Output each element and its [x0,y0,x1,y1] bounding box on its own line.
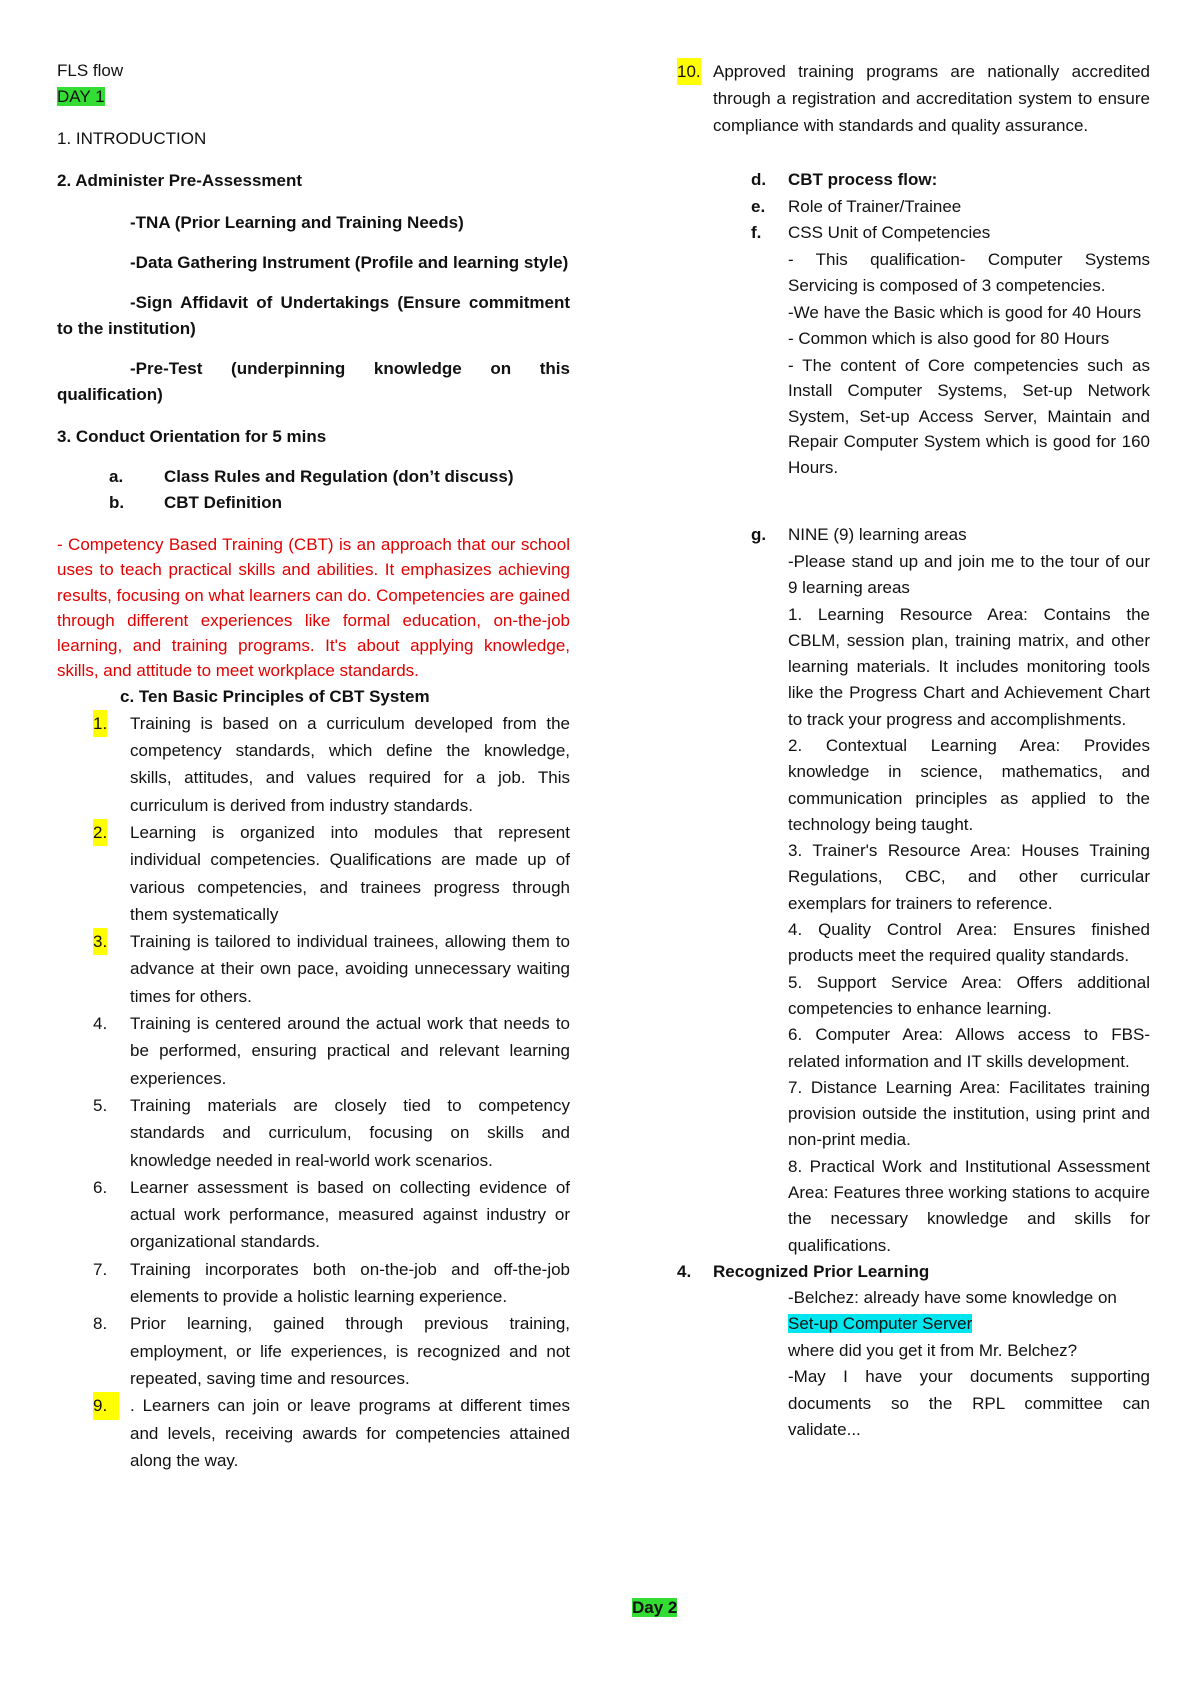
learning-area-item: 1. Learning Resource Area: Contains the CBLM, session plan, training matrix, and other learning materials. It includes monitoring tools like the Progress Chart and Achievement Chart to track your progress and accomplishments. [788,604,1150,729]
principle-item: 1. Training is based on a curriculum developed from the competency standards, which define the knowledge, skills, attitudes, and values required for a job. This curriculum is derived from industry standards. [57,710,570,819]
orientation-item-a: a. Class Rules and Regulation (don’t discuss) [109,467,514,486]
learning-areas-intro: -Please stand up and join me to the tour of our 9 learning areas [788,551,1150,597]
list-item-g: g. NINE (9) learning areas [751,525,967,544]
list-item-e: e. Role of Trainer/Trainee [751,196,962,216]
pre-assessment-heading: 2. Administer Pre-Assessment [57,171,303,190]
day1-label: DAY 1 [57,87,105,106]
learning-area-item: 8. Practical Work and Institutional Assessment Area: Features three working stations to acquire the necessary knowledge and skills for qualifications. [788,1156,1150,1255]
orientation-item-b: b. CBT Definition [109,493,283,512]
learning-area-item: 3. Trainer's Resource Area: Houses Training Regulations, CBC, and other curricular exemplars for trainers to reference. [788,841,1150,913]
pre-item-tna: -TNA (Prior Learning and Training Needs) [130,213,464,232]
principle-item: 7. Training incorporates both on-the-job and off-the-job elements to provide a holistic learning experience. [93,1259,570,1307]
principles-list [57,710,570,1474]
pre-item-pretest: -Pre-Test (underpinning knowledge on this qualification) [57,359,570,404]
doc-title: FLS flow [57,61,124,80]
orientation-heading: 3. Conduct Orientation for 5 mins [57,427,327,446]
principle-item: 4. Training is centered around the actual work that needs to be performed, ensuring practical and relevant learning experiences. [93,1014,570,1088]
principles-heading: c. Ten Basic Principles of CBT System [120,686,430,706]
competencies-line: - The content of Core competencies such as Install Computer Systems, Set-up Network System, Set-up Access Server, Maintain and Repair Computer System which is good for 160 Hours. [788,355,1150,477]
learning-area-item: 4. Quality Control Area: Ensures finished products meet the required quality standards. [788,920,1150,966]
competencies-line: -We have the Basic which is good for 40 Hours [788,302,1142,322]
learning-area-item: 2. Contextual Learning Area: Provides knowledge in science, mathematics, and communication principles as applied to the technology being taught. [788,735,1150,834]
principle-item: 8. Prior learning, gained through previous training, employment, or life experiences, is recognized and not repeated, saving time and resources. [93,1314,570,1388]
rpl-highlight-line [677,1311,1150,1338]
rpl-heading: 4. Recognized Prior Learning [677,1261,930,1281]
rpl-line-3: -May I have your documents supporting documents so the RPL committee can validate... [788,1367,1150,1439]
list-item-d: d. CBT process flow: [751,170,938,189]
learning-areas-list [677,602,1150,1259]
principle-item: 6. Learner assessment is based on collecting evidence of actual work performance, measured against industry or organizational standards. [93,1177,570,1252]
principle-item-10: 10. Approved training programs are nationally accredited through a registration and accreditation system to ensure compliance with standards and quality assurance. [677,58,1150,139]
intro-heading: 1. INTRODUCTION [57,129,207,148]
learning-area-item: 5. Support Service Area: Offers additional competencies to enhance learning. [788,972,1150,1018]
cbt-definition-text: - Competency Based Training (CBT) is an approach that our school uses to teach practical skills and abilities. It emphasizes achieving results, focusing on what learners can do. Competencies are gained through different experiences like formal education, on-the-job learning, and training programs. It's about applying knowledge, skills, and attitude to meet workplace standards. [57,535,570,681]
principle-item: 5. Training materials are closely tied to competency standards and curriculum, focusing on skills and knowledge needed in real-world work scenarios. [93,1095,570,1170]
rpl-highlight: Set-up Computer Server [788,1314,973,1334]
day2-label: Day 2 [632,1598,678,1617]
competencies-line: - This qualification- Computer Systems Servicing is composed of 3 competencies. [788,249,1150,295]
rpl-line-2: where did you get it from Mr. Belchez? [788,1340,1078,1360]
learning-area-item: 6. Computer Area: Allows access to FBS-related information and IT skills development. [788,1025,1150,1071]
principle-item: 3. Training is tailored to individual trainees, allowing them to advance at their own pace, avoiding unnecessary waiting times for others. [57,928,570,1010]
left-column [57,58,570,1474]
right-column [677,58,1150,1443]
learning-area-item: 7. Distance Learning Area: Facilitates training provision outside the institution, using print and non-print media. [788,1077,1150,1150]
principle-item: 9. . Learners can join or leave programs at different times and levels, receiving awards for competencies attained along the way. [57,1392,570,1474]
list-item-f: f. CSS Unit of Competencies [751,223,991,242]
pre-item-affidavit: -Sign Affidavit of Undertakings (Ensure commitment to the institution) [57,293,570,338]
pre-item-data-gathering: -Data Gathering Instrument (Profile and learning style) [130,253,569,272]
competencies-line: - Common which is also good for 80 Hours [788,329,1110,348]
rpl-line-1: -Belchez: already have some knowledge on [788,1287,1117,1307]
principle-item: 2. Learning is organized into modules that represent individual competencies. Qualifications are made up of various competencies, and trainees progress through them systematically [57,819,570,928]
